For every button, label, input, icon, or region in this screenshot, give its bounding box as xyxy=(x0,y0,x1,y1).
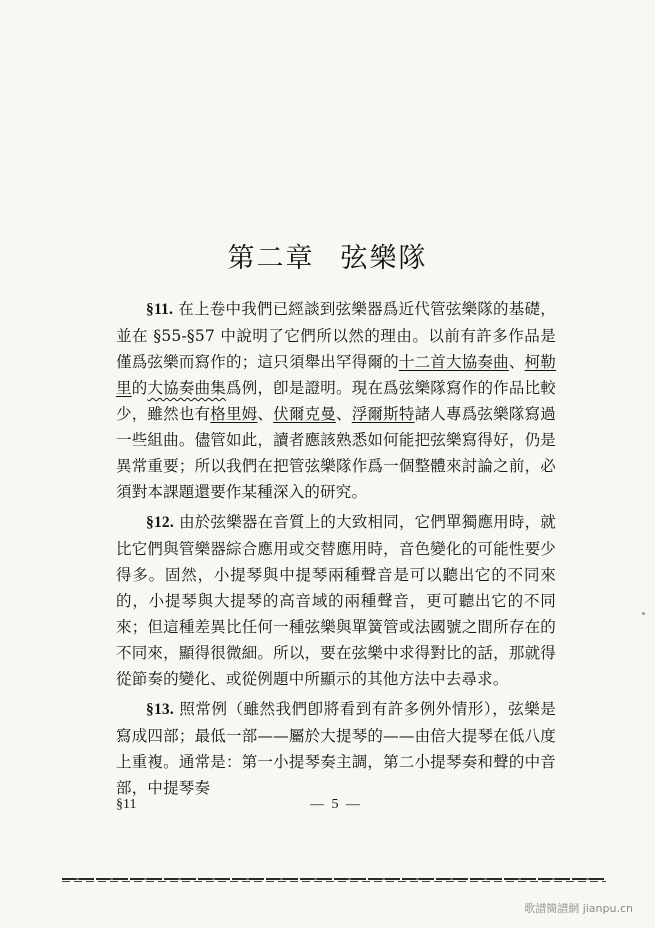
text-run: 在上卷中我們已經談到弦樂器爲近代管弦樂隊的基礎，並在 §55-§57 中說明了它們所以然的理由。以前有許多作品是僅爲弦樂而寫作的；這只須舉出罕得爾的 xyxy=(116,300,556,371)
section-number: §12. xyxy=(146,514,174,531)
chapter-number: 第二章 xyxy=(227,243,315,274)
person-name: 浮爾斯特 xyxy=(351,405,415,423)
person-name: 柯勒里 xyxy=(116,353,556,397)
paragraph-s12 xyxy=(116,509,556,692)
section-number: §13. xyxy=(146,701,174,718)
text-run: 、 xyxy=(257,405,274,423)
text-run: 爲例，卽是證明。現在爲弦樂隊寫作的作品比較少，雖然也有 xyxy=(116,379,556,423)
body-text xyxy=(116,296,556,805)
work-title: 大協奏曲集 xyxy=(147,379,227,397)
page-number: — 5 — xyxy=(310,797,362,812)
bottom-rule xyxy=(62,878,606,880)
text-run: 由於弦樂器在音質上的大致相同，它們單獨應用時，就比它們與管樂器綜合應用或交替應用時，音色變化的可能性要少得多。固然，小提琴與中提琴兩種聲音是可以聽出它的不同來的，小提琴與大提琴的高音域的兩種聲音，更可聽出它的不同來；但這種差異比任何一種弦樂與單簧管或法國號之間所存在的不同來，顯得很微細。所以，要在弦樂中求得對比的話，那就得從節奏的變化、或從例題中所顯示的其他方法中去尋求。 xyxy=(116,513,556,688)
text-run: 、 xyxy=(336,405,352,423)
watermark: 歌譜簡譜網 jianpu.cn xyxy=(524,902,633,915)
section-number: §11. xyxy=(146,301,174,318)
bottom-rule-secondary xyxy=(62,881,606,882)
scan-speck xyxy=(642,612,645,615)
page-footer xyxy=(116,797,556,819)
chapter-name: 弦樂隊 xyxy=(340,243,428,274)
text-run: 的 xyxy=(131,379,148,397)
text-run: 諸人專爲弦樂隊寫過一些組曲。儘管如此，讀者應該熟悉如何能把弦樂寫得好，仍是異常重要；所以我們在把管弦樂隊作爲一個整體來討論之前，必須對本課題還要作某種深入的研究。 xyxy=(116,405,556,501)
paragraph-s11 xyxy=(116,296,556,505)
footer-section-ref: §11 xyxy=(116,797,137,812)
text-run: 、 xyxy=(508,353,525,371)
text-run: 照常例（雖然我們卽將看到有許多例外情形），弦樂是寫成四部；最低一部——屬於大提琴的——由倍大提琴在低八度上重複。通常是：第一小提琴奏主調，第二小提琴奏和聲的中音部，中提琴奏 xyxy=(116,700,556,797)
work-title: 十二首大協奏曲 xyxy=(398,353,509,371)
person-name: 伏爾克曼 xyxy=(273,405,336,423)
chapter-title xyxy=(0,236,655,275)
paragraph-s13 xyxy=(116,696,556,801)
person-name: 格里姆 xyxy=(210,405,258,423)
